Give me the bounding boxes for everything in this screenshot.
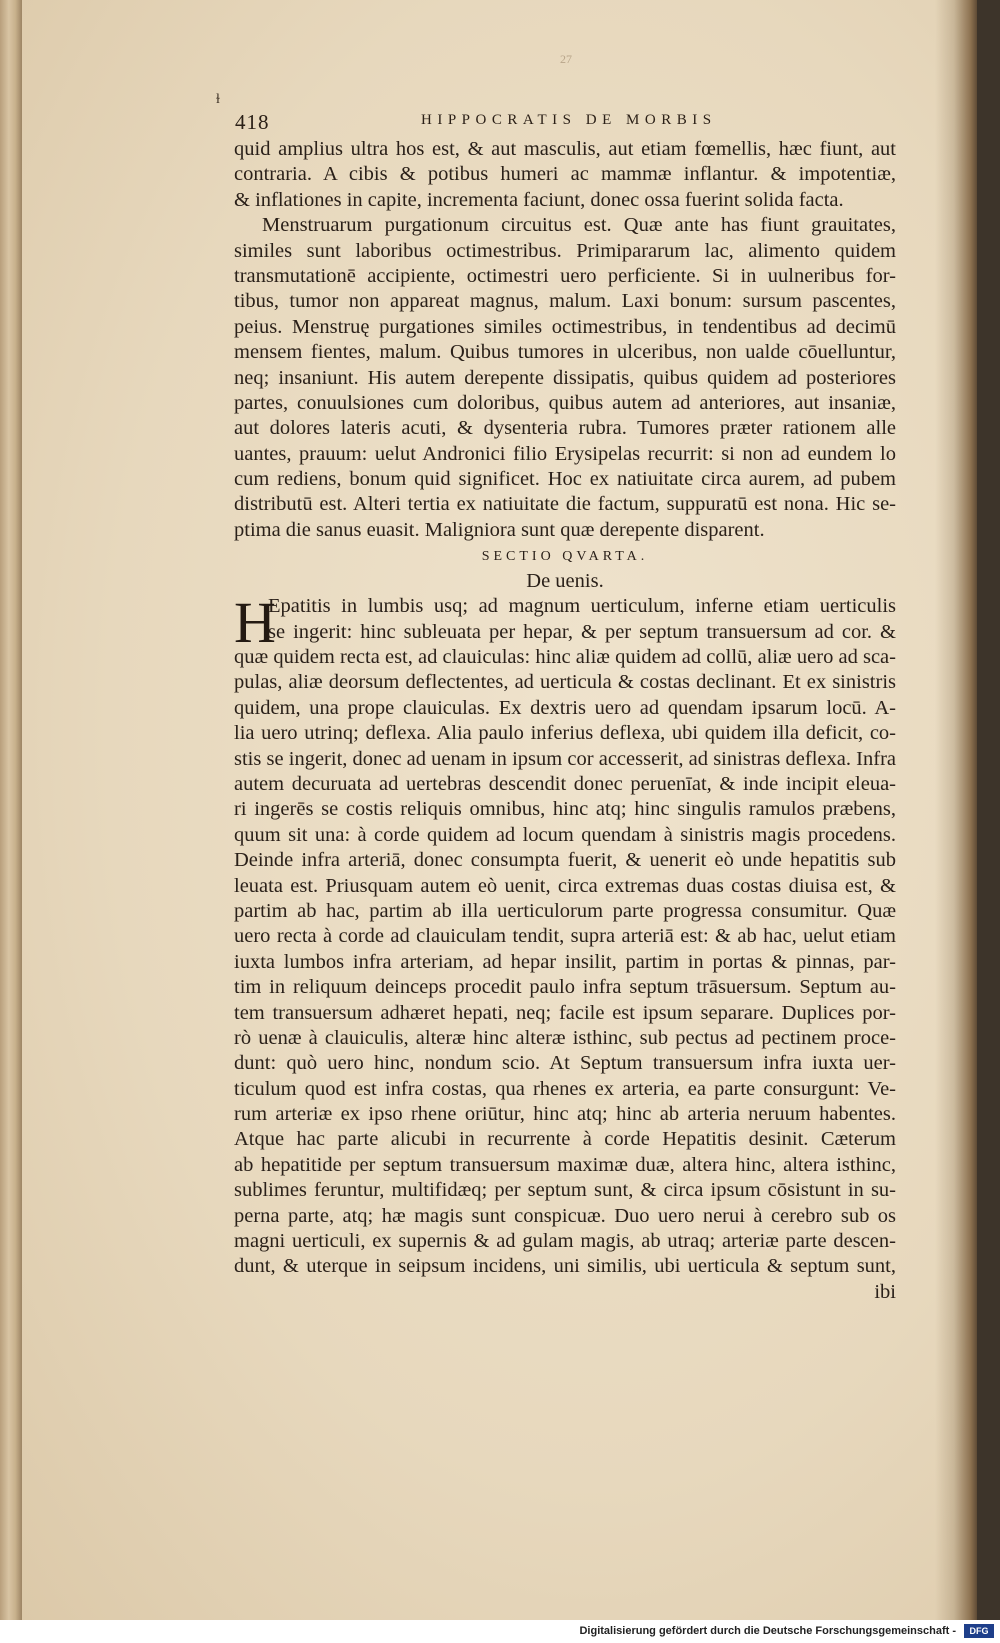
text-line: transmutationē accipiente, octimestri uero perficiente. Si in uulneribus for- <box>234 264 896 287</box>
text-line: Epatitis in lumbis usq; ad magnum uerticulum, inferne etiam uerticulis <box>268 595 896 618</box>
subsection-title: De uenis. <box>526 570 604 593</box>
running-title: HIPPOCRATIS DE MORBIS <box>421 112 717 128</box>
text-line: dunt: quò uero hinc, nondum scio. At Septum transuersum infra iuxta uer- <box>234 1052 896 1075</box>
text-line: uantes, prauum: uelut Andronici filio Erysipelas recurrit: si non ad eundem lo <box>234 442 896 465</box>
digitization-footer <box>0 1620 1000 1643</box>
text-line: se ingerit: hinc subleuata per hepar, & per septum transuersum ad cor. & <box>268 620 896 643</box>
text-line: cum rediens, bonum quid significet. Hoc ex natiuitate circa aurem, ad pubem <box>234 468 896 491</box>
page-number: 418 <box>235 110 270 134</box>
text-line: quum sit una: à corde quidem ad locum quendam à sinistris magis procedens. <box>234 823 896 846</box>
text-line: mensem fientes, malum. Quibus tumores in ulceribus, non ualde cōuelluntur, <box>234 341 896 364</box>
page-header <box>235 110 935 136</box>
text-line: quidem, una prope clauiculas. Ex dextris uero ad quendam ipsarum locū. A- <box>234 696 896 719</box>
tick-mark: ɫ <box>216 92 220 107</box>
text-line: leuata est. Priusquam autem eò uenit, circa extremas duas costas diuisa est, & <box>234 874 896 897</box>
text-line: similes sunt laboribus octimestribus. Primipararum lac, alimento quidem <box>234 239 896 262</box>
text-line: ab hepatitide per septum transuersum maximæ duæ, altera hinc, altera isthinc, <box>234 1153 896 1176</box>
text-line: autem decuruata ad uertebras descendit donec peruenīat, & inde incipit eleua- <box>234 772 896 795</box>
text-line: rum arteriæ ex ipso rhene oriūtur, hinc atq; hinc ab arteria neruum habentes. <box>234 1103 896 1126</box>
dfg-logo: DFG <box>964 1624 994 1638</box>
text-line: Deinde infra arteriā, donec consumpta fuerit, & uenerit eò unde hepatitis sub <box>234 849 896 872</box>
text-line: & inflationes in capite, incrementa faciunt, donec ossa fuerint solida facta. <box>234 188 844 211</box>
text-line: rò uenæ à clauiculis, alteræ hinc alteræ isthinc, sub pectus ad pectinem proce- <box>234 1026 896 1049</box>
text-line: Menstruarum purgationum circuitus est. Quæ ante has fiunt grauitates, <box>262 214 896 237</box>
text-line: uero recta à corde ad clauiculam tendit, supra arteriā est: & ab hac, uelut etiam <box>234 925 896 948</box>
drop-capital: H <box>234 590 276 656</box>
text-line: quid amplius ultra hos est, & aut masculis, aut etiam fœmellis, hæc fiunt, aut <box>234 138 896 160</box>
book-gutter-shadow <box>935 0 977 1620</box>
text-line: partim ab hac, partim ab illa uerticulorum parte progressa consumitur. Quæ <box>234 899 896 922</box>
text-line: peius. Menstruę purgationes similes octimestribus, in tendentibus ad decimū <box>234 315 896 338</box>
text-line: Atque hac parte alicubi in recurrente à corde Hepatitis desinit. Cæterum <box>234 1128 896 1151</box>
text-line: distributū est. Alteri tertia ex natiuitate die factum, suppuratū est nona. Hic se- <box>234 493 896 516</box>
text-line: dunt, & uterque in seipsum incidens, uni similis, ubi uerticula & septum sunt, <box>234 1255 896 1278</box>
text-line: stis se ingerit, donec ad uenam in ipsum cor accesserit, ad sinistras deflexa. Infra <box>234 747 896 770</box>
text-line: tim in reliquum deinceps procedit paulo infra septum trāsuersum. Septum au- <box>234 976 896 999</box>
book-page-edges <box>0 0 22 1620</box>
text-line: tibus, tumor non appareat magnus, malum. Laxi bonum: sursum pascentes, <box>234 290 896 313</box>
text-line: iuxta lumbos infra arteriam, ad hepar insilit, partim in portas & pinnas, par- <box>234 950 896 973</box>
text-line: sublimes feruntur, multifidæq; per septum sunt, & circa ipsum cōsistunt in su- <box>234 1179 896 1202</box>
text-line: perna parte, atq; hæ magis sunt conspicuæ. Duo uero nerui à cerebro sub os <box>234 1204 896 1227</box>
text-line: contraria. A cibis & potibus humeri ac mammæ inflantur. & impotentiæ, <box>234 163 896 186</box>
text-line: pulas, aliæ deorsum deflectentes, ad uerticula & costas declinant. Et ex sinistris <box>234 671 896 694</box>
folio-mark: 27 <box>560 52 572 66</box>
text-line: magni uerticuli, ex supernis & ad gulam magis, ab utraq; arteriæ parte descen- <box>234 1230 896 1253</box>
text-line: ri ingerēs se costis reliquis omnibus, hinc atq; hinc singulis ramulos præbens, <box>234 798 896 821</box>
catchword: ibi <box>874 1280 896 1303</box>
body-text <box>234 137 896 1305</box>
funding-credit: Digitalisierung gefördert durch die Deutsche Forschungsgemeinschaft - <box>579 1625 956 1637</box>
text-line: tem transuersum adhæret hepati, neq; facile est ipsum separare. Duplices por- <box>234 1001 896 1024</box>
text-line: partes, conuulsiones cum doloribus, quibus autem ad anteriores, aut insaniæ, <box>234 391 896 414</box>
dropcap-paragraph <box>234 590 896 1280</box>
section-title: SECTIO QVARTA. <box>481 549 649 565</box>
text-line: lia uero utrinq; deflexa. Alia paulo inferius deflexa, ubi quidem illa deficit, co- <box>234 722 896 745</box>
text-line: neq; insaniunt. His autem derepente dissipatis, quibus quidem ad posteriores <box>234 366 896 389</box>
text-line: aut dolores lateris acuti, & dysenteria rubra. Tumores præter rationem alle <box>234 417 896 440</box>
text-line: ticulum quod est infra costas, qua rhenes ex arteria, ea parte consurgunt: Ve- <box>234 1077 896 1100</box>
text-line: ptima die sanus euasit. Maligniora sunt quæ derepente disparent. <box>234 518 765 541</box>
text-line: quæ quidem recta est, ad clauiculas: hinc aliæ quidem ad collū, aliæ uero ad sca- <box>234 646 896 669</box>
